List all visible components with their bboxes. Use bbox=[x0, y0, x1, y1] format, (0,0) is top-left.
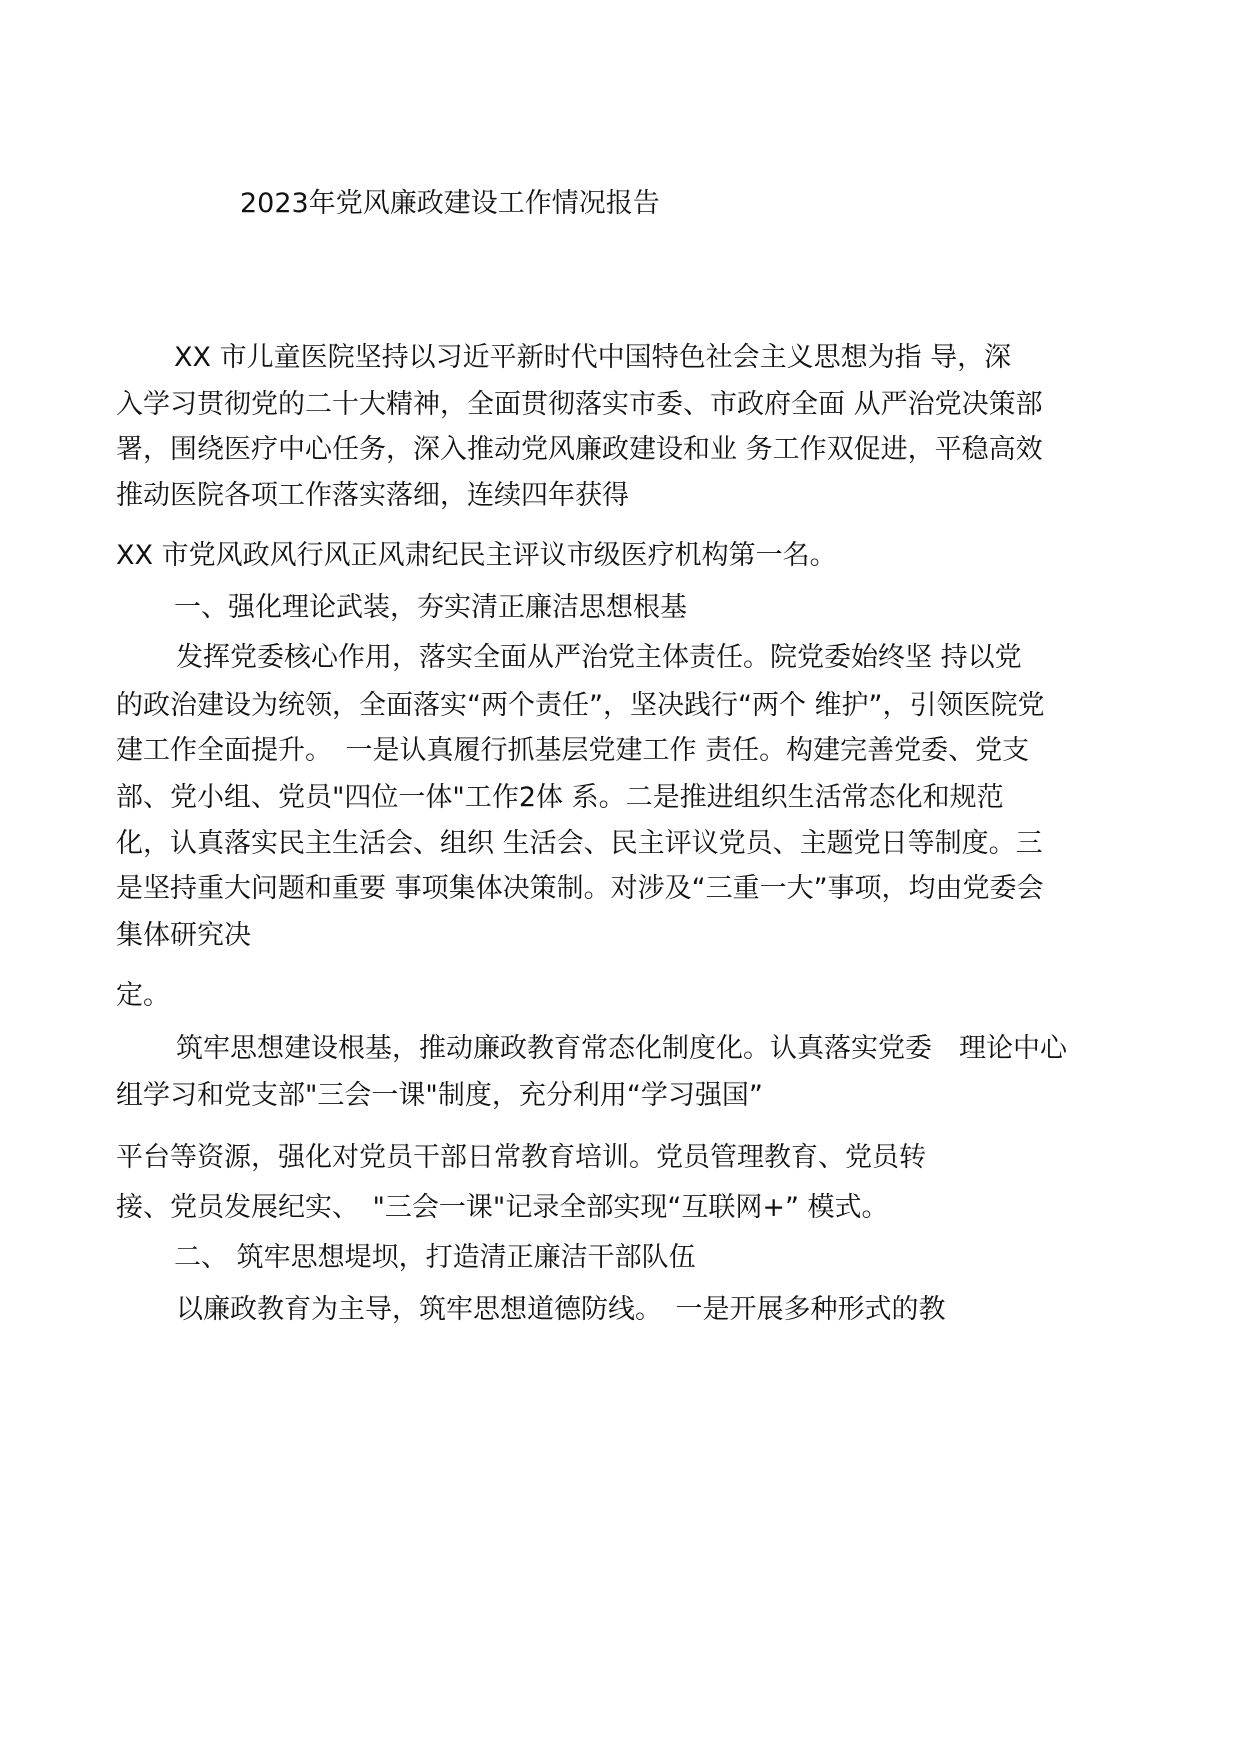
section-heading: 一、强化理论武装，夯实清正廉洁思想根基 bbox=[174, 592, 687, 623]
paragraph-line: 的政治建设为统领，全面落实“两个责任”，坚决践行“两个 维护”，引领医院党 bbox=[116, 690, 1045, 721]
paragraph-line: 定。 bbox=[116, 980, 170, 1011]
paragraph-line: 以廉政教育为主导，筑牢思想道德防线。 一是开展多种形式的教 bbox=[176, 1294, 946, 1325]
paragraph-line: 建工作全面提升。 一是认真履行抓基层党建工作 责任。构建完善党委、党支 bbox=[116, 735, 1030, 766]
paragraph-line: 是坚持重大问题和重要 事项集体决策制。对涉及“三重一大”事项，均由党委会 bbox=[116, 873, 1044, 904]
paragraph-line: 组学习和党支部"三会一课"制度，充分利用“学习强国” bbox=[116, 1080, 763, 1111]
paragraph-line: 化，认真落实民主生活会、组织 生活会、民主评议党员、主题党日等制度。三 bbox=[116, 828, 1043, 859]
paragraph-line: 入学习贯彻党的二十大精神，全面贯彻落实市委、市政府全面 从严治党决策部 bbox=[116, 389, 1043, 420]
paragraph-line: 发挥党委核心作用，落实全面从严治党主体责任。院党委始终坚 持以党 bbox=[176, 642, 1022, 673]
paragraph-line: XX 市儿童医院坚持以习近平新时代中国特色社会主义思想为指 导，深 bbox=[174, 342, 1012, 373]
section-heading: 二、 筑牢思想堤坝，打造清正廉洁干部队伍 bbox=[174, 1242, 696, 1273]
paragraph-line: 平台等资源，强化对党员干部日常教育培训。党员管理教育、党员转 bbox=[116, 1142, 926, 1173]
paragraph-line: 筑牢思想建设根基，推动廉政教育常态化制度化。认真落实党委 理论中心 bbox=[176, 1033, 1067, 1064]
paragraph-line: 接、党员发展纪实、 "三会一课"记录全部实现“互联网+” 模式。 bbox=[116, 1192, 889, 1223]
paragraph-line: 署，围绕医疗中心任务，深入推动党风廉政建设和业 务工作双促进，平稳高效 bbox=[116, 434, 1043, 465]
document-title: 2023年党风廉政建设工作情况报告 bbox=[240, 188, 660, 219]
paragraph-line: 推动医院各项工作落实落细，连续四年获得 bbox=[116, 480, 629, 511]
paragraph-line: 部、党小组、党员"四位一体"工作2体 系。二是推进组织生活常态化和规范 bbox=[116, 782, 1004, 813]
paragraph-line: XX 市党风政风行风正风肃纪民主评议市级医疗机构第一名。 bbox=[116, 540, 837, 571]
paragraph-line: 集体研究决 bbox=[116, 920, 251, 951]
